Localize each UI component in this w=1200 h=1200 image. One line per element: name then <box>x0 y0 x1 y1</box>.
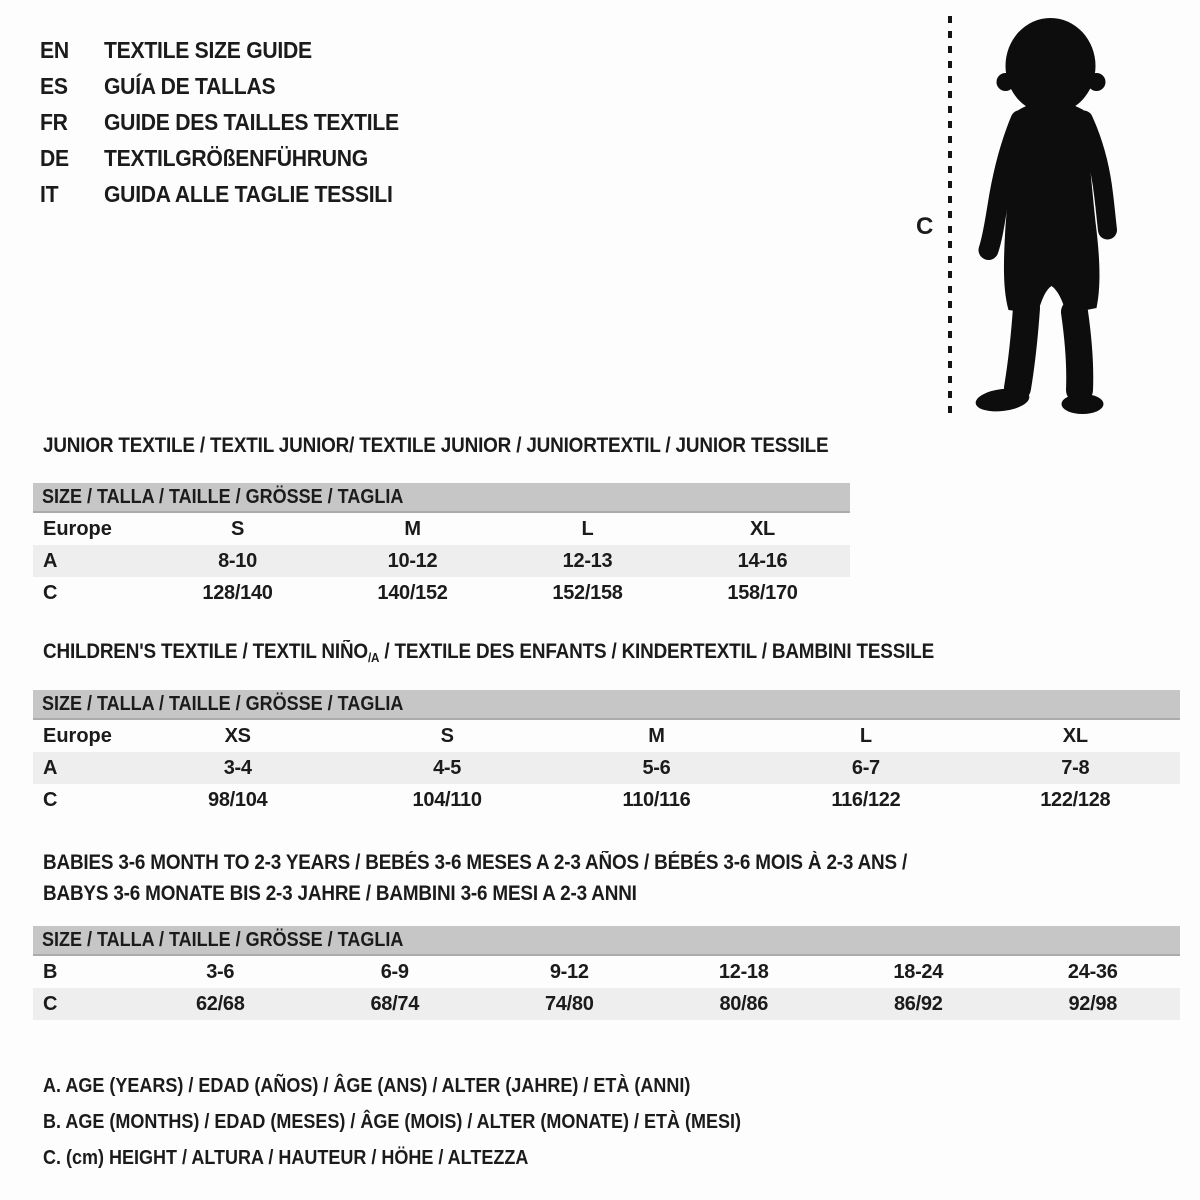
section-title-babies-line1: BABIES 3-6 MONTH TO 2-3 YEARS / BEBÉS 3-6 MESES A 2-3 AÑOS / BÉBÉS 3-6 MOIS À 2-3 ANS / <box>43 851 908 874</box>
nino-a-subscript: /A <box>367 650 380 665</box>
height-cell: 140/152 <box>377 581 448 604</box>
footnote-a: A. AGE (YEARS) / EDAD (AÑOS) / ÂGE (ANS) / ALTER (JAHRE) / ETÀ (ANNI) <box>43 1074 691 1097</box>
age-cell: 18-24 <box>893 960 944 983</box>
height-cell: 116/122 <box>831 788 901 811</box>
age-cell: 6-7 <box>851 756 880 779</box>
age-cell: 3-6 <box>206 960 235 983</box>
lang-code: ES <box>40 72 68 99</box>
lang-code: FR <box>40 108 68 135</box>
age-cell: 5-6 <box>642 756 671 779</box>
size-cell: S <box>230 517 245 540</box>
table-row <box>33 545 850 577</box>
children-size-table <box>33 720 1180 816</box>
table-row <box>33 988 1180 1020</box>
legend-footnotes <box>43 1068 819 1176</box>
size-cell: XL <box>750 517 775 540</box>
table-row <box>33 752 1180 784</box>
height-cell: 104/110 <box>412 788 482 811</box>
height-cell: 68/74 <box>370 992 420 1015</box>
age-cell: 9-12 <box>549 960 589 983</box>
footnote-b: B. AGE (MONTHS) / EDAD (MESES) / ÂGE (MOIS) / ALTER (MONATE) / ETÀ (MESI) <box>43 1110 741 1133</box>
age-cell: 6-9 <box>380 960 409 983</box>
row-label: A <box>43 549 58 572</box>
size-cell: S <box>440 724 454 747</box>
age-cell: 14-16 <box>737 549 788 572</box>
row-label: Europe <box>43 517 112 540</box>
size-cell: XL <box>1062 724 1088 747</box>
lang-row-en <box>40 32 425 68</box>
height-cell: 158/170 <box>727 581 798 604</box>
size-cell: M <box>404 517 421 540</box>
size-cell: L <box>581 517 594 540</box>
height-measure-dashed-line <box>948 16 952 416</box>
section-title-children: CHILDREN'S TEXTILE / TEXTIL $NIÑO_{/A}$ / TEXTILE DES ENFANTS / KINDERTEXTIL / BAMBINI TESSILE <box>43 640 935 665</box>
guide-title: TEXTILE SIZE GUIDE <box>104 36 312 63</box>
babies-size-table <box>33 956 1180 1020</box>
size-header-label: SIZE / TALLA / TAILLE / GRÖSSE / TAGLIA <box>42 692 404 715</box>
guide-title: GUIDE DES TAILLES TEXTILE <box>104 108 399 135</box>
row-label: A <box>43 756 58 779</box>
guide-title: TEXTILGRÖßENFÜHRUNG <box>104 144 368 171</box>
height-cell: 80/86 <box>719 992 769 1015</box>
height-cell: 62/68 <box>195 992 245 1015</box>
row-label: B <box>43 960 58 983</box>
lang-row-de <box>40 140 425 176</box>
table-row <box>33 720 1180 752</box>
height-cell: 122/128 <box>1040 788 1111 811</box>
height-cell: 92/98 <box>1068 992 1118 1015</box>
age-cell: 12-13 <box>562 549 613 572</box>
age-cell: 10-12 <box>387 549 438 572</box>
size-cell: XS <box>224 724 251 747</box>
row-label: C <box>43 581 58 604</box>
guide-title: GUIDA ALLE TAGLIE TESSILI <box>104 180 393 207</box>
size-cell: L <box>859 724 872 747</box>
height-cell: 86/92 <box>893 992 943 1015</box>
age-cell: 3-4 <box>223 756 252 779</box>
junior-size-table <box>33 513 850 609</box>
height-cell: 74/80 <box>544 992 594 1015</box>
language-title-list <box>40 32 425 212</box>
height-cell: 152/158 <box>552 581 623 604</box>
height-cell: 128/140 <box>202 581 273 604</box>
age-cell: 8-10 <box>218 549 257 572</box>
age-cell: 24-36 <box>1067 960 1118 983</box>
age-cell: 4-5 <box>433 756 462 779</box>
size-header-label: SIZE / TALLA / TAILLE / GRÖSSE / TAGLIA <box>42 485 404 508</box>
lang-code: EN <box>40 36 69 63</box>
footnote-c: C. (cm) HEIGHT / ALTURA / HAUTEUR / HÖHE / ALTEZZA <box>43 1146 529 1169</box>
measure-label-c: C <box>916 213 934 240</box>
row-label: Europe <box>43 724 112 747</box>
toddler-silhouette-icon <box>962 16 1142 416</box>
row-label: C <box>43 788 58 811</box>
guide-title: GUÍA DE TALLAS <box>104 72 276 99</box>
size-header-bar-children <box>33 690 1180 720</box>
lang-row-fr <box>40 104 425 140</box>
size-header-label: SIZE / TALLA / TAILLE / GRÖSSE / TAGLIA <box>42 928 404 951</box>
age-cell: 7-8 <box>1061 756 1090 779</box>
size-cell: M <box>648 724 665 747</box>
size-header-bar-junior <box>33 483 850 513</box>
section-title-babies-line2: BABYS 3-6 MONATE BIS 2-3 JAHRE / BAMBINI 3-6 MESI A 2-3 ANNI <box>43 882 637 905</box>
table-row <box>33 513 850 545</box>
table-row <box>33 577 850 609</box>
row-label: C <box>43 992 58 1015</box>
lang-code: IT <box>40 180 59 207</box>
age-cell: 12-18 <box>718 960 769 983</box>
height-cell: 110/116 <box>622 788 691 811</box>
section-title-junior: JUNIOR TEXTILE / TEXTIL JUNIOR/ TEXTILE JUNIOR / JUNIORTEXTIL / JUNIOR TESSILE <box>43 434 829 457</box>
table-row <box>33 956 1180 988</box>
size-header-bar-babies <box>33 926 1180 956</box>
lang-code: DE <box>40 144 69 171</box>
table-row <box>33 784 1180 816</box>
height-cell: 98/104 <box>208 788 268 811</box>
lang-row-it <box>40 176 425 212</box>
lang-row-es <box>40 68 425 104</box>
